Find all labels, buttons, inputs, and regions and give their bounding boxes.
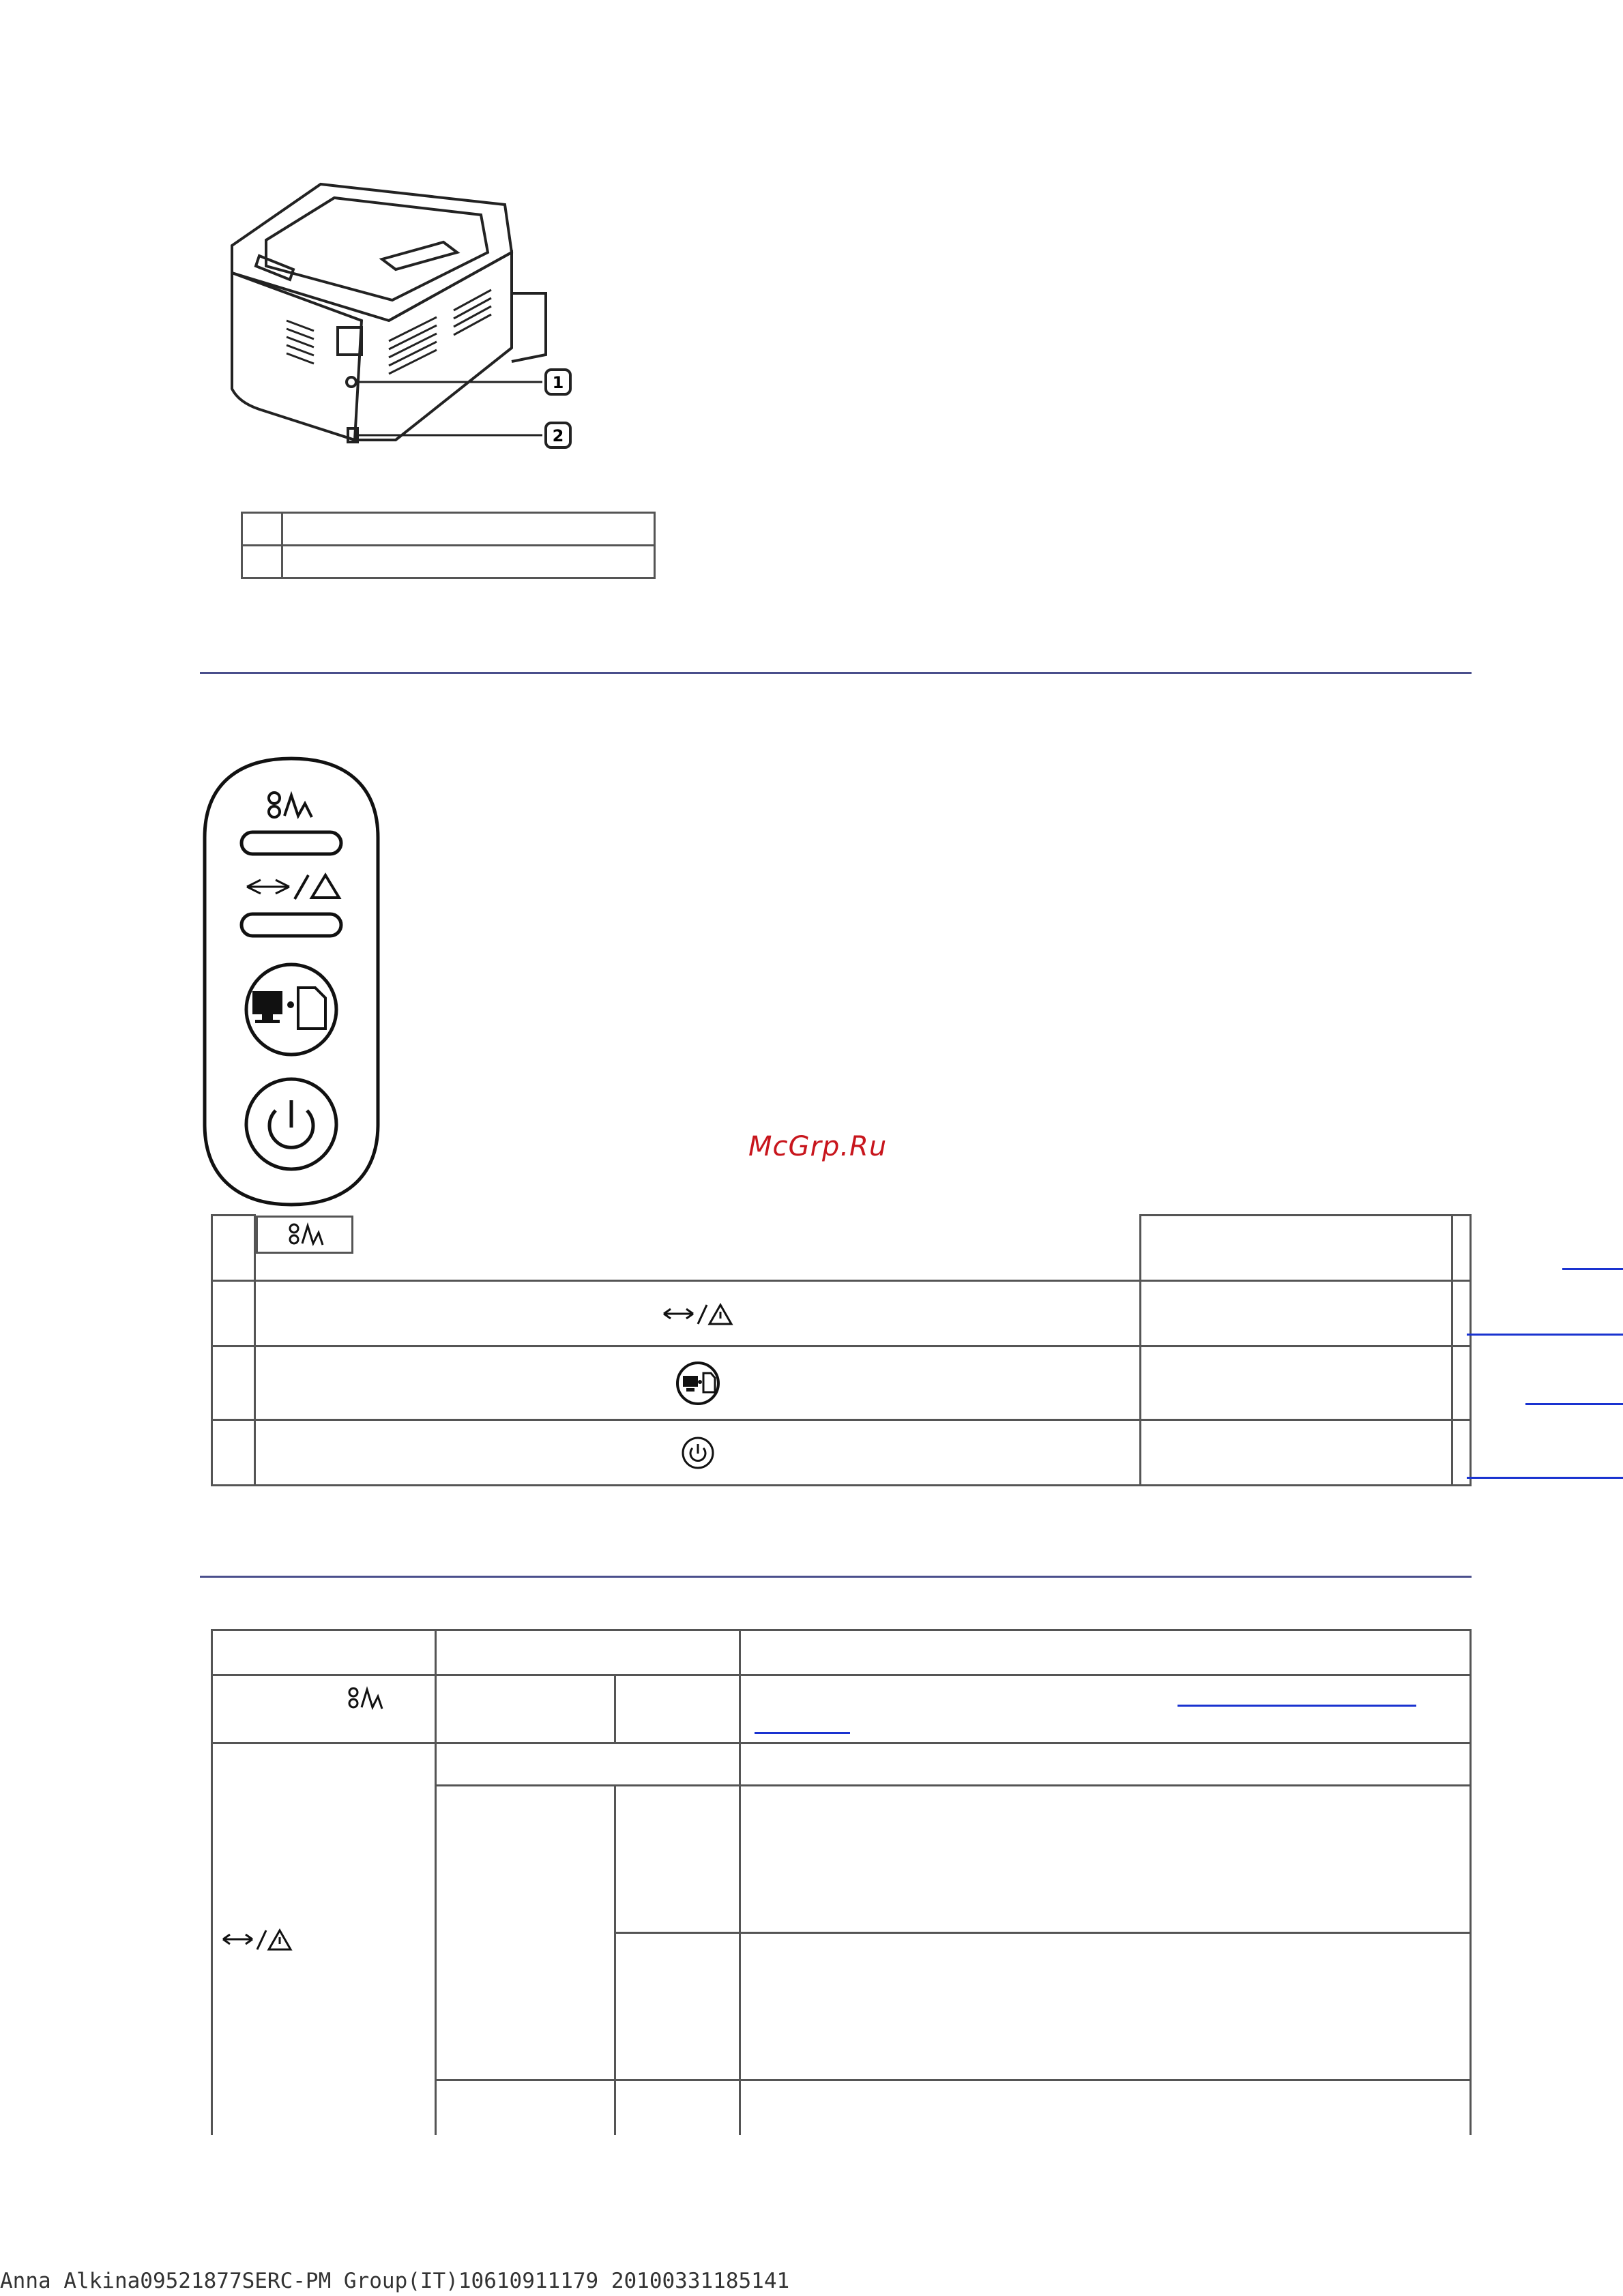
footer-text: Anna Alkina09521877SERC-PM Group(IT)10610911179 20100331185141 xyxy=(0,2269,790,2293)
toner-led-icon xyxy=(344,1681,385,1716)
control-panel-illustration xyxy=(199,756,383,1207)
section-divider xyxy=(200,672,1472,674)
print-screen-link[interactable] xyxy=(1525,1403,1623,1405)
table-row xyxy=(212,1216,1471,1281)
led-toner-link-2[interactable] xyxy=(755,1732,850,1734)
table-row xyxy=(212,1675,1471,1743)
led-toner-link-1[interactable] xyxy=(1178,1705,1416,1707)
callout-1: 1 xyxy=(552,373,564,392)
toner-led-icon xyxy=(284,1218,325,1252)
print-screen-button-icon xyxy=(674,1359,722,1407)
online-error-led-icon xyxy=(660,1297,735,1331)
table-row xyxy=(242,513,655,546)
table-row xyxy=(212,1346,1471,1420)
table-row xyxy=(212,1743,1471,1786)
table-row xyxy=(212,1420,1471,1486)
led-status-table xyxy=(211,1629,1472,2135)
callout-2: 2 xyxy=(552,426,564,445)
power-link-2[interactable] xyxy=(1467,1477,1623,1479)
power-button-icon xyxy=(680,1435,716,1471)
control-panel-table xyxy=(211,1214,1472,1486)
table-row xyxy=(242,546,655,578)
watermark: McGrp.Ru xyxy=(748,1131,888,1162)
online-error-link[interactable] xyxy=(1467,1334,1623,1336)
table-row xyxy=(212,1630,1471,1675)
toner-link[interactable] xyxy=(1562,1268,1623,1270)
table-row xyxy=(212,1281,1471,1346)
callout-legend-table xyxy=(241,512,656,579)
printer-rear-illustration xyxy=(218,177,600,471)
online-error-led-icon xyxy=(220,1922,295,1956)
section-divider xyxy=(200,1576,1472,1578)
